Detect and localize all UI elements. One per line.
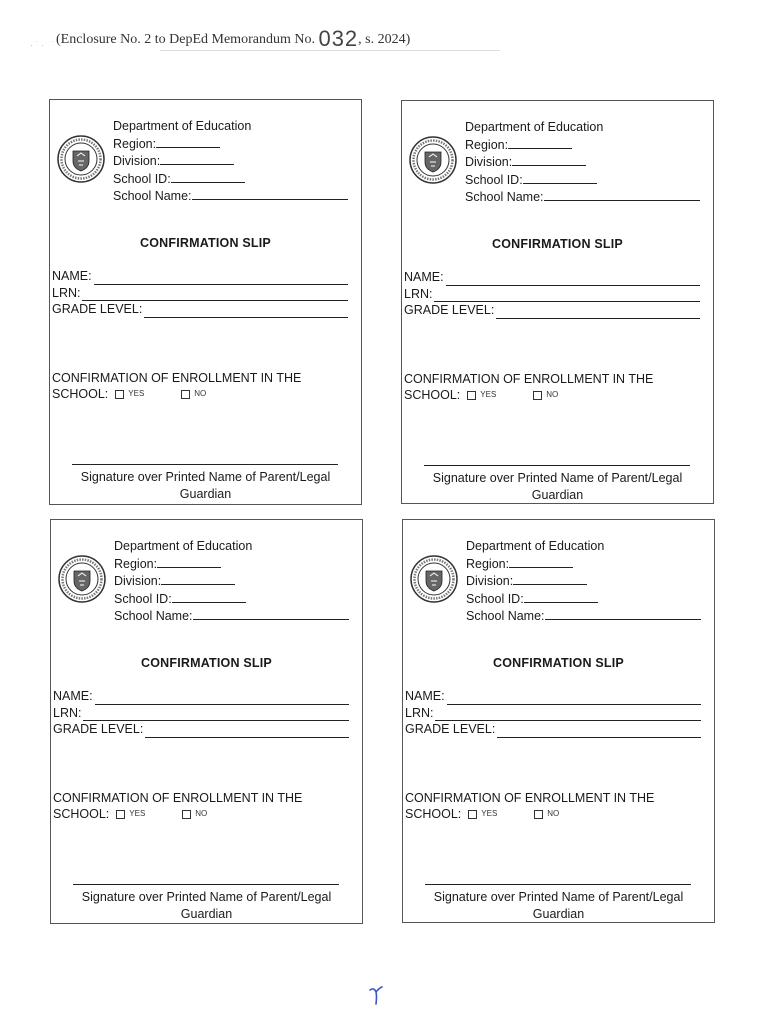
- name-label: NAME:: [404, 270, 444, 284]
- handwritten-initial-mark: [368, 984, 384, 1008]
- no-checkbox[interactable]: [181, 390, 190, 399]
- confirmation-slip: [50, 519, 363, 924]
- region-blank: [157, 555, 221, 568]
- region-row: [114, 555, 349, 573]
- name-row: [404, 269, 700, 286]
- enrollment-confirmation: [53, 790, 353, 822]
- slip-title: CONFIRMATION SLIP: [493, 656, 624, 670]
- region-blank: [509, 555, 573, 568]
- deped-seal-icon: [409, 554, 459, 604]
- yes-label: YES: [480, 390, 497, 399]
- org-block: [465, 119, 700, 206]
- school-name-blank: [193, 607, 349, 620]
- lrn-label: LRN:: [52, 285, 81, 300]
- org-block: [113, 118, 348, 205]
- org-block: [466, 538, 701, 625]
- no-label: NO: [194, 389, 207, 398]
- signature-caption-line-1: Signature over Printed Name of Parent/Legal: [433, 890, 684, 904]
- school-id-label: School ID:: [465, 172, 523, 187]
- signature-caption: [403, 889, 714, 922]
- school-id-label: School ID:: [114, 591, 172, 606]
- lrn-blank: [82, 288, 348, 301]
- division-row: [465, 153, 700, 171]
- division-label: Division:: [466, 574, 514, 588]
- division-label: Division:: [113, 154, 161, 168]
- grade-level-row: [405, 721, 701, 738]
- school-id-blank: [171, 170, 245, 183]
- header-rule: [160, 50, 500, 51]
- school-name-label: School Name:: [466, 609, 545, 623]
- school-label: SCHOOL:: [52, 387, 109, 401]
- signature-caption-line-2: Guardian: [179, 486, 232, 501]
- no-checkbox[interactable]: [182, 810, 191, 819]
- confirmation-question: CONFIRMATION OF ENROLLMENT IN THE: [405, 791, 655, 805]
- lrn-label: LRN:: [404, 286, 433, 301]
- signature-caption-line-1: Signature over Printed Name of Parent/Legal: [80, 470, 331, 484]
- org-block: [114, 538, 349, 625]
- no-option: [175, 806, 207, 822]
- student-fields: [52, 268, 348, 318]
- school-id-row: [466, 590, 701, 608]
- name-row: [53, 688, 349, 705]
- signature-caption: [402, 470, 713, 503]
- enclosure-header: [56, 26, 410, 52]
- region-row: [113, 135, 348, 153]
- no-checkbox[interactable]: [533, 391, 542, 400]
- confirmation-slip: [401, 100, 714, 504]
- school-label: SCHOOL:: [405, 807, 462, 821]
- yes-label: YES: [129, 809, 146, 818]
- yes-checkbox[interactable]: [468, 810, 477, 819]
- signature-caption-line-1: Signature over Printed Name of Parent/Legal: [432, 471, 683, 485]
- school-id-blank: [523, 171, 597, 184]
- grade-level-row: [404, 302, 700, 319]
- division-blank: [160, 152, 234, 165]
- school-id-row: [113, 170, 348, 188]
- grade-level-row: [52, 301, 348, 318]
- name-row: [52, 268, 348, 285]
- signature-caption: [51, 889, 362, 922]
- division-blank: [512, 153, 586, 166]
- region-label: Region:: [466, 556, 510, 571]
- name-blank: [447, 692, 701, 705]
- yes-label: YES: [481, 809, 498, 818]
- student-fields: [405, 688, 701, 738]
- confirmation-options: [53, 806, 353, 822]
- confirmation-question: CONFIRMATION OF ENROLLMENT IN THE: [404, 372, 654, 386]
- school-id-blank: [172, 590, 246, 603]
- grade-level-blank: [496, 306, 700, 319]
- lrn-blank: [435, 708, 701, 721]
- confirmation-question: CONFIRMATION OF ENROLLMENT IN THE: [52, 371, 302, 385]
- confirmation-slip: [49, 99, 362, 505]
- grade-level-label: GRADE LEVEL:: [53, 722, 144, 736]
- signature-caption: [50, 469, 361, 502]
- header-suffix: , s. 2024): [358, 32, 411, 47]
- confirmation-options: [405, 806, 705, 822]
- region-label: Region:: [113, 136, 157, 151]
- school-label: SCHOOL:: [404, 388, 461, 402]
- lrn-label: LRN:: [405, 705, 434, 720]
- school-id-row: [465, 171, 700, 189]
- name-label: NAME:: [52, 269, 92, 283]
- signature-line: [424, 465, 690, 466]
- name-blank: [446, 273, 700, 286]
- grade-level-label: GRADE LEVEL:: [405, 722, 496, 736]
- signature-line: [425, 884, 691, 885]
- no-label: NO: [546, 390, 559, 399]
- header-prefix: (Enclosure No. 2 to DepEd Memorandum No.: [56, 32, 315, 47]
- school-id-blank: [524, 590, 598, 603]
- division-row: [114, 572, 349, 590]
- school-name-label: School Name:: [113, 189, 192, 203]
- school-name-row: [114, 607, 349, 625]
- name-blank: [95, 692, 349, 705]
- school-name-blank: [545, 607, 701, 620]
- confirmation-question: CONFIRMATION OF ENROLLMENT IN THE: [53, 791, 303, 805]
- grade-level-blank: [497, 725, 701, 738]
- confirmation-options: [404, 387, 704, 403]
- division-label: Division:: [465, 155, 513, 169]
- school-id-label: School ID:: [466, 591, 524, 606]
- slip-title: CONFIRMATION SLIP: [141, 656, 272, 670]
- school-name-row: [466, 607, 701, 625]
- name-blank: [94, 272, 348, 285]
- division-blank: [513, 572, 587, 585]
- confirmation-slip: [402, 519, 715, 923]
- name-label: NAME:: [53, 689, 93, 703]
- student-fields: [404, 269, 700, 319]
- deped-seal-icon: [57, 554, 107, 604]
- name-row: [405, 688, 701, 705]
- signature-caption-line-2: Guardian: [531, 487, 584, 502]
- slip-title: CONFIRMATION SLIP: [140, 236, 271, 250]
- region-row: [466, 555, 701, 573]
- school-name-row: [465, 188, 700, 206]
- deped-seal-icon: [56, 134, 106, 184]
- region-label: Region:: [114, 556, 158, 571]
- signature-caption-line-1: Signature over Printed Name of Parent/Legal: [81, 890, 332, 904]
- org-name: Department of Education: [466, 539, 605, 553]
- signature-line: [73, 884, 339, 885]
- scan-specks: · ˙ · ˙: [30, 40, 55, 50]
- no-option: [174, 386, 206, 402]
- division-label: Division:: [114, 574, 162, 588]
- grade-level-blank: [144, 305, 348, 318]
- yes-checkbox[interactable]: [115, 390, 124, 399]
- region-row: [465, 136, 700, 154]
- region-blank: [508, 136, 572, 149]
- org-name: Department of Education: [114, 539, 253, 553]
- school-label: SCHOOL:: [53, 807, 110, 821]
- no-label: NO: [195, 809, 208, 818]
- no-checkbox[interactable]: [534, 810, 543, 819]
- student-fields: [53, 688, 349, 738]
- signature-line: [72, 464, 338, 465]
- org-name: Department of Education: [113, 119, 252, 133]
- region-label: Region:: [465, 137, 509, 152]
- division-blank: [161, 572, 235, 585]
- lrn-row: [53, 705, 349, 722]
- deped-seal-icon: [408, 135, 458, 185]
- name-label: NAME:: [405, 689, 445, 703]
- school-name-label: School Name:: [465, 190, 544, 204]
- lrn-row: [405, 705, 701, 722]
- enrollment-confirmation: [52, 370, 352, 402]
- school-name-row: [113, 187, 348, 205]
- school-name-blank: [544, 188, 700, 201]
- signature-caption-line-2: Guardian: [180, 906, 233, 921]
- school-name-label: School Name:: [114, 609, 193, 623]
- grade-level-row: [53, 721, 349, 738]
- lrn-blank: [83, 708, 349, 721]
- school-id-label: School ID:: [113, 171, 171, 186]
- no-option: [527, 806, 559, 822]
- enrollment-confirmation: [405, 790, 705, 822]
- slip-title: CONFIRMATION SLIP: [492, 237, 623, 251]
- lrn-row: [404, 286, 700, 303]
- org-name: Department of Education: [465, 120, 604, 134]
- yes-label: YES: [128, 389, 145, 398]
- yes-checkbox[interactable]: [467, 391, 476, 400]
- signature-caption-line-2: Guardian: [532, 906, 585, 921]
- school-name-blank: [192, 187, 348, 200]
- region-blank: [156, 135, 220, 148]
- lrn-row: [52, 285, 348, 302]
- grade-level-blank: [145, 725, 349, 738]
- division-row: [466, 572, 701, 590]
- grade-level-label: GRADE LEVEL:: [404, 303, 495, 317]
- division-row: [113, 152, 348, 170]
- no-label: NO: [547, 809, 560, 818]
- no-option: [526, 387, 558, 403]
- enrollment-confirmation: [404, 371, 704, 403]
- memo-number: 032: [318, 26, 359, 51]
- lrn-label: LRN:: [53, 705, 82, 720]
- school-id-row: [114, 590, 349, 608]
- yes-checkbox[interactable]: [116, 810, 125, 819]
- lrn-blank: [434, 289, 700, 302]
- confirmation-options: [52, 386, 352, 402]
- grade-level-label: GRADE LEVEL:: [52, 302, 143, 316]
